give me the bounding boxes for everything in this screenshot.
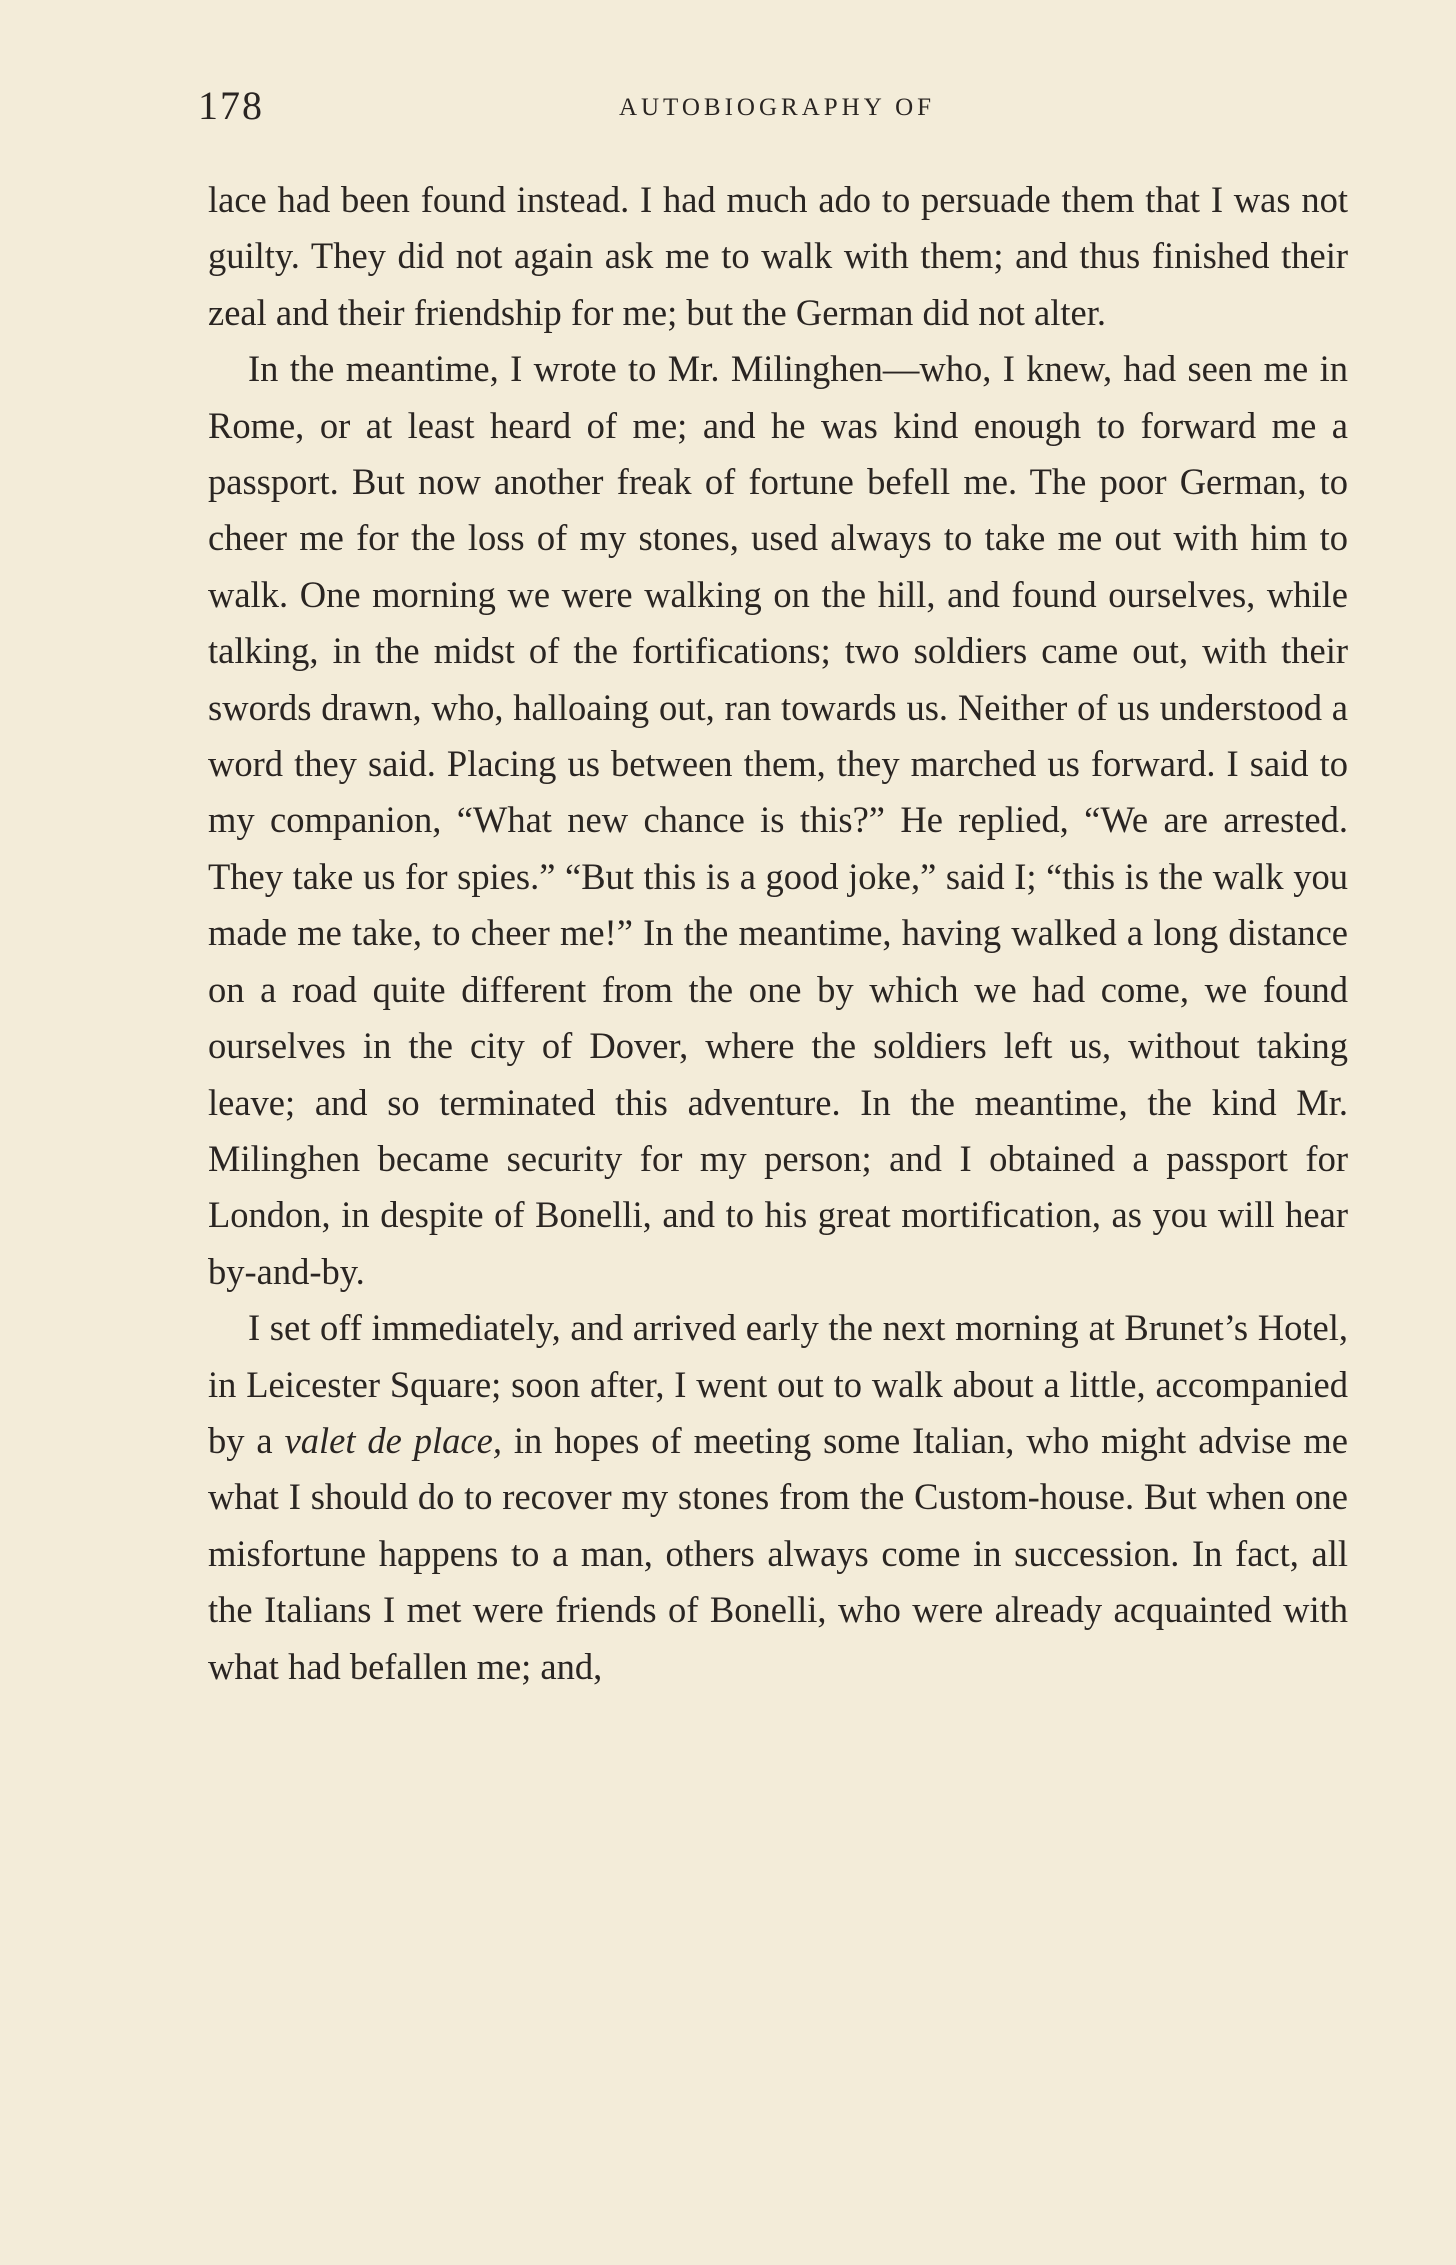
page-header [198,82,1356,138]
paragraph-3-text-after: in hopes of meeting some Italian, who might advise me what I should do to recover my stones from the Custom-house. But when one misfortune happens to a man, others always come in succession. In fact, all the Italians I met were friends of Bonelli, who were already acquainted with what had befallen me; and, [208,1419,1349,1687]
paragraph-3 [208,1300,1348,1695]
paragraph-2: In the meantime, I wrote to Mr. Milinghen—who, I knew, had seen me in Rome, or at least heard of me; and he was kind enough to forward me a passport. But now another freak of fortune befell me. The poor German, to cheer me for the loss of my stones, used always to take me out with him to walk. One morning we were walking on the hill, and found ourselves, while talking, in the midst of the fortifications; two soldiers came out, with their swords drawn, who, halloaing out, ran towards us. Neither of us understood a word they said. Placing us between them, they marched us forward. I said to my companion, “What new chance is this?” He replied, “We are arrested. They take us for spies.” “But this is a good joke,” said I; “this is the walk you made me take, to cheer me!” In the meantime, having walked a long distance on a road quite different from the one by which we had come, we found ourselves in the city of Dover, where the soldiers left us, without taking leave; and so terminated this adventure. In the meantime, the kind Mr. Milinghen became security for my person; and I obtained a passport for London, in despite of Bonelli, and to his great mortification, as you will hear by-and-by. [208,348,1348,1292]
italic-phrase: valet de place, [284,1419,502,1461]
body-text [208,172,1348,1695]
paragraph-1: lace had been found instead. I had much ado to persuade them that I was not guilty. They did not again ask me to walk with them; and thus finished their zeal and their friendship for me; but the German did not alter. [208,179,1348,333]
running-title: AUTOBIOGRAPHY OF [618,94,936,121]
page-number: 178 [198,83,264,128]
paragraph-3-text-before: I set off immediately, and arrived early the next morning at Brunet’s Hotel, in Leicester Square; soon after, I went out to walk about a little, accompanied by a [208,1307,1348,1461]
